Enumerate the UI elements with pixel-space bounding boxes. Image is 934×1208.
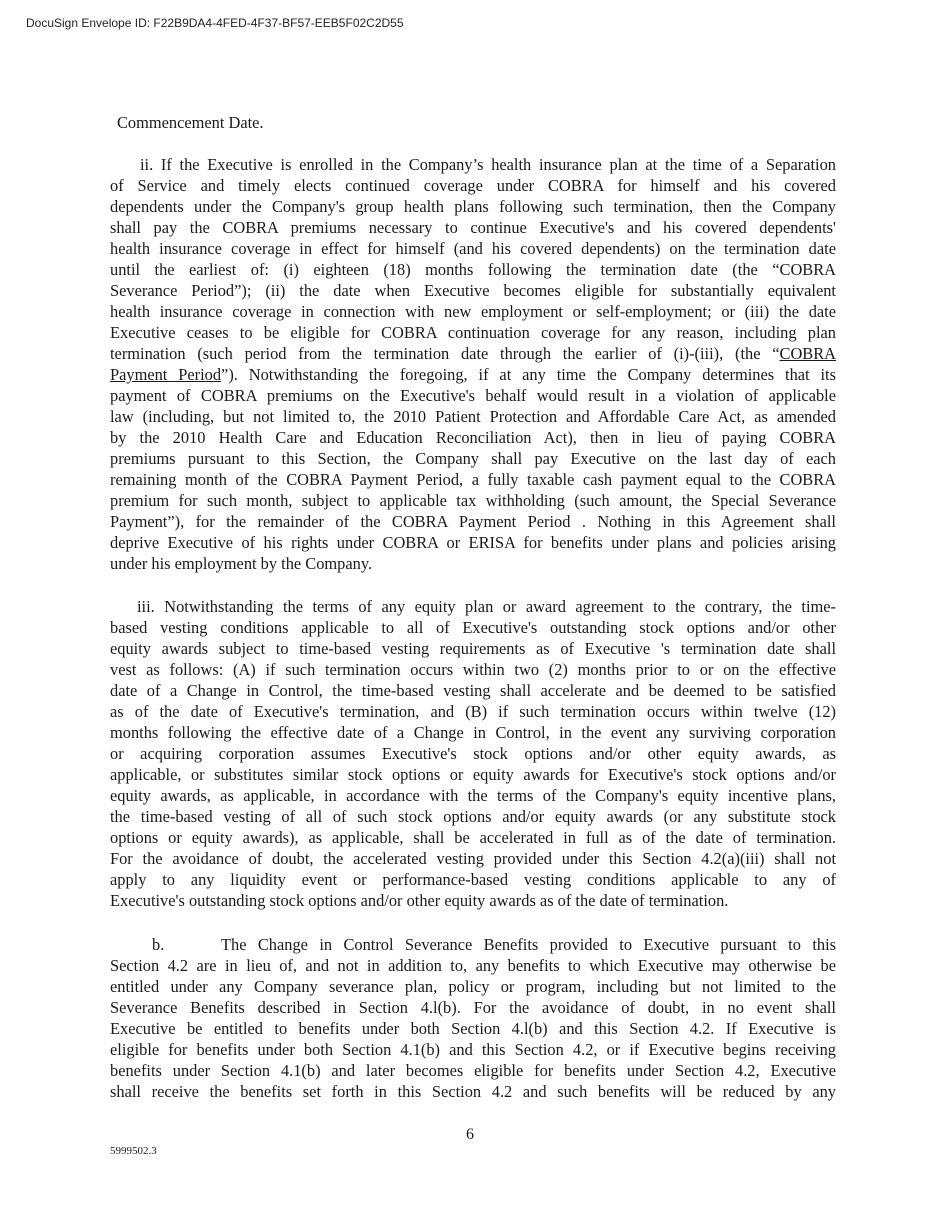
page-number: 6 xyxy=(466,1126,474,1143)
paragraph-line xyxy=(110,364,836,385)
paragraph-line: premium for such month, subject to applicable tax withholding (such amount, the Special Severance xyxy=(110,491,836,510)
paragraph-line: by the 2010 Health Care and Education Reconciliation Act), then in lieu of paying COBRA xyxy=(110,428,836,447)
paragraph-line: equity awards subject to time-based vesting requirements as of Executive 's termination date shall xyxy=(110,639,836,658)
paragraph-line: under his employment by the Company. xyxy=(110,554,373,573)
paragraph-line: entitled under any Company severance plan, policy or program, including but not limited to the xyxy=(110,977,836,996)
paragraph-line: applicable, or substitutes similar stock options or equity awards for Executive's stock options and/or xyxy=(110,765,836,784)
paragraph-line: remaining month of the COBRA Payment Period, a fully taxable cash payment equal to the COBRA xyxy=(110,470,836,489)
paragraph-line xyxy=(110,343,836,364)
line-text: ”). Notwithstanding the foregoing, if at any time the Company determines that its xyxy=(221,365,836,384)
paragraph-line: vest as follows: (A) if such termination occurs within two (2) months prior to or on the effective xyxy=(110,660,836,679)
paragraph-line: Payment”), for the remainder of the COBRA Payment Period . Nothing in this Agreement shall xyxy=(110,512,836,531)
paragraph-line: For the avoidance of doubt, the accelerated vesting provided under this Section 4.2(a)(iii) shall not xyxy=(110,849,836,868)
paragraph-line: iii. Notwithstanding the terms of any equity plan or award agreement to the contrary, the time- xyxy=(137,597,836,616)
paragraph-line: as of the date of Executive's termination, and (B) if such termination occurs within twelve (12) xyxy=(110,702,836,721)
paragraph-line: payment of COBRA premiums on the Executive's behalf would result in a violation of applicable xyxy=(110,386,836,405)
paragraph-line: date of a Change in Control, the time-based vesting shall accelerate and be deemed to be satisfied xyxy=(110,681,836,700)
defined-term: Payment Period xyxy=(110,365,222,384)
defined-term: COBRA xyxy=(779,344,836,363)
paragraph-line: Executive be entitled to benefits under both Section 4.l(b) and this Section 4.2. If Executive is xyxy=(110,1019,836,1038)
paragraph-line: premiums pursuant to this Section, the Company shall pay Executive on the last day of each xyxy=(110,449,836,468)
paragraph-line: Executive ceases to be eligible for COBRA continuation coverage for any reason, including plan xyxy=(110,323,836,342)
paragraph-line: health insurance coverage in connection with new employment or self-employment; or (iii) the date xyxy=(110,302,836,321)
paragraph-line: equity awards, as applicable, in accordance with the terms of the Company's equity incentive plans, xyxy=(110,786,836,805)
paragraph-line: dependents under the Company's group health plans following such termination, then the Company xyxy=(110,197,836,216)
paragraph-line: health insurance coverage in effect for himself (and his covered dependents) on the termination date xyxy=(110,239,836,258)
paragraph-line: Severance Period”); (ii) the date when Executive becomes eligible for substantially equivalent xyxy=(110,281,836,300)
document-id: 5999502.3 xyxy=(110,1145,157,1157)
paragraph-line: Executive's outstanding stock options and/or other equity awards as of the date of termination. xyxy=(110,891,729,910)
paragraph-line: The Change in Control Severance Benefits provided to Executive pursuant to this xyxy=(221,935,836,954)
paragraph-line: shall pay the COBRA premiums necessary to continue Executive's and his covered dependents' xyxy=(110,218,836,237)
paragraph-line: Section 4.2 are in lieu of, and not in addition to, any benefits to which Executive may otherwise be xyxy=(110,956,836,975)
paragraph-line: Severance Benefits described in Section 4.l(b). For the avoidance of doubt, in no event shall xyxy=(110,998,836,1017)
paragraph-line: shall receive the benefits set forth in this Section 4.2 and such benefits will be reduced by any xyxy=(110,1082,836,1101)
line-text: termination (such period from the termination date through the earlier of (i)-(iii), (the “ xyxy=(110,344,780,363)
docusign-envelope-id: DocuSign Envelope ID: F22B9DA4-4FED-4F37-BF57-EEB5F02C2D55 xyxy=(26,16,404,30)
section-label: b. xyxy=(152,935,165,954)
paragraph-line: until the earliest of: (i) eighteen (18) months following the termination date (the “COBRA xyxy=(110,260,836,279)
paragraph-line: ii. If the Executive is enrolled in the Company’s health insurance plan at the time of a Separation xyxy=(140,155,836,174)
carryover-text: Commencement Date. xyxy=(117,113,264,132)
paragraph-line: options or equity awards), as applicable, shall be accelerated in full as of the date of termination. xyxy=(110,828,836,847)
paragraph-line: months following the effective date of a Change in Control, in the event any surviving corporation xyxy=(110,723,836,742)
paragraph-line: deprive Executive of his rights under COBRA or ERISA for benefits under plans and policies arising xyxy=(110,533,836,552)
paragraph-line: law (including, but not limited to, the 2010 Patient Protection and Affordable Care Act, as amended xyxy=(110,407,836,426)
paragraph-line: or acquiring corporation assumes Executive's stock options and/or other equity awards, as xyxy=(110,744,836,763)
paragraph-line: benefits under Section 4.1(b) and later becomes eligible for benefits under Section 4.2, Executive xyxy=(110,1061,836,1080)
paragraph-line: apply to any liquidity event or performance-based vesting conditions applicable to any of xyxy=(110,870,836,889)
paragraph-line: of Service and timely elects continued coverage under COBRA for himself and his covered xyxy=(110,176,836,195)
paragraph-line: the time-based vesting of all of such stock options and/or equity awards (or any substitute stock xyxy=(110,807,836,826)
paragraph-line: based vesting conditions applicable to all of Executive's outstanding stock options and/or other xyxy=(110,618,836,637)
paragraph-line: eligible for benefits under both Section 4.1(b) and this Section 4.2, or if Executive begins receiving xyxy=(110,1040,836,1059)
